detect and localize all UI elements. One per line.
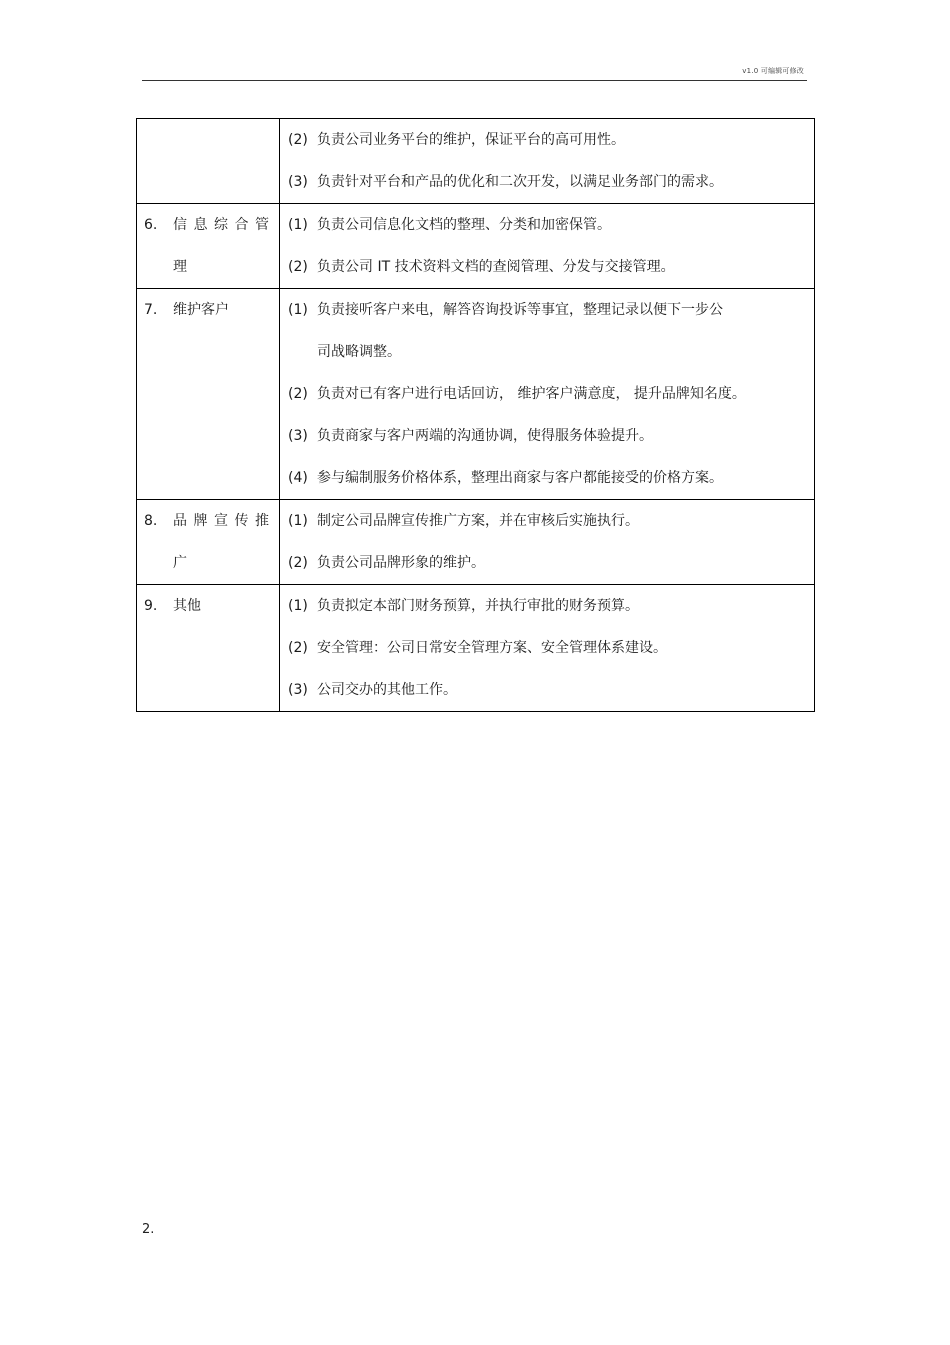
table-row [137, 119, 815, 204]
category-cell [137, 585, 280, 712]
category-label: 广 [173, 555, 187, 571]
item-text: 司战略调整。 [317, 344, 401, 360]
item-text: 负责公司 IT 技术资料文档的查阅管理、分发与交接管理。 [317, 259, 675, 275]
item-text: 制定公司品牌宣传推广方案，并在审核后实施执行。 [317, 513, 639, 529]
list-item [288, 585, 814, 627]
item-text: 负责公司品牌形象的维护。 [317, 555, 485, 571]
page-number: 2. [142, 1222, 155, 1237]
item-text: 参与编制服务价格体系，整理出商家与客户都能接受的价格方案。 [317, 470, 723, 486]
list-item [288, 119, 814, 161]
header-divider [142, 80, 807, 81]
list-item [288, 627, 814, 669]
duties-cell [280, 585, 815, 712]
duties-cell [280, 204, 815, 289]
item-number: (3) [288, 428, 308, 444]
responsibilities-table-body [137, 119, 815, 712]
category-number [144, 119, 173, 161]
category-label: 品 牌 宣 传 推 [173, 513, 269, 529]
list-item [288, 289, 814, 373]
list-item [288, 542, 814, 584]
list-item [288, 246, 814, 288]
list-item [288, 669, 814, 711]
item-text: 负责对已有客户进行电话回访， 维护客户满意度， 提升品牌知名度。 [317, 386, 746, 402]
item-number: (2) [288, 386, 308, 402]
item-number: (4) [288, 470, 308, 486]
table-row [137, 500, 815, 585]
item-number: (1) [288, 513, 308, 529]
item-number: (1) [288, 302, 308, 318]
category-number: 6. [144, 217, 158, 233]
list-item [288, 500, 814, 542]
version-note: v1.0 可编辑可修改 [742, 67, 804, 75]
table-row [137, 585, 815, 712]
item-text: 负责公司业务平台的维护，保证平台的高可用性。 [317, 132, 625, 148]
table-row [137, 289, 815, 500]
item-number: (3) [288, 682, 308, 698]
table-row [137, 204, 815, 289]
list-item [288, 204, 814, 246]
duties-cell [280, 119, 815, 204]
item-number: (2) [288, 259, 308, 275]
responsibilities-table [136, 118, 815, 712]
category-number: 7. [144, 302, 158, 318]
category-label: 信 息 综 合 管 [173, 217, 269, 233]
item-number: (2) [288, 555, 308, 571]
category-cell [137, 500, 280, 585]
item-text: 负责公司信息化文档的整理、分类和加密保管。 [317, 217, 611, 233]
category-number: 8. [144, 513, 158, 529]
duties-cell [280, 289, 815, 500]
item-number: (3) [288, 174, 308, 190]
list-item [288, 373, 814, 415]
category-cell [137, 204, 280, 289]
list-item [288, 161, 814, 203]
category-cell [137, 289, 280, 500]
list-item [288, 415, 814, 457]
item-text: 负责针对平台和产品的优化和二次开发，以满足业务部门的需求。 [317, 174, 723, 190]
item-text: 负责拟定本部门财务预算，并执行审批的财务预算。 [317, 598, 639, 614]
duties-cell [280, 500, 815, 585]
item-number: (1) [288, 598, 308, 614]
item-text: 安全管理：公司日常安全管理方案、安全管理体系建设。 [317, 640, 667, 656]
list-item [288, 457, 814, 499]
category-label: 维护客户 [173, 302, 229, 318]
category-label: 理 [173, 259, 187, 275]
item-text: 公司交办的其他工作。 [317, 682, 457, 698]
category-cell [137, 119, 280, 204]
category-label: 其他 [173, 598, 201, 614]
item-number: (2) [288, 132, 308, 148]
item-text: 负责商家与客户两端的沟通协调，使得服务体验提升。 [317, 428, 653, 444]
item-number: (1) [288, 217, 308, 233]
category-number: 9. [144, 598, 158, 614]
item-text: 负责接听客户来电，解答咨询投诉等事宜，整理记录以便下一步公 [317, 302, 723, 318]
item-number: (2) [288, 640, 308, 656]
